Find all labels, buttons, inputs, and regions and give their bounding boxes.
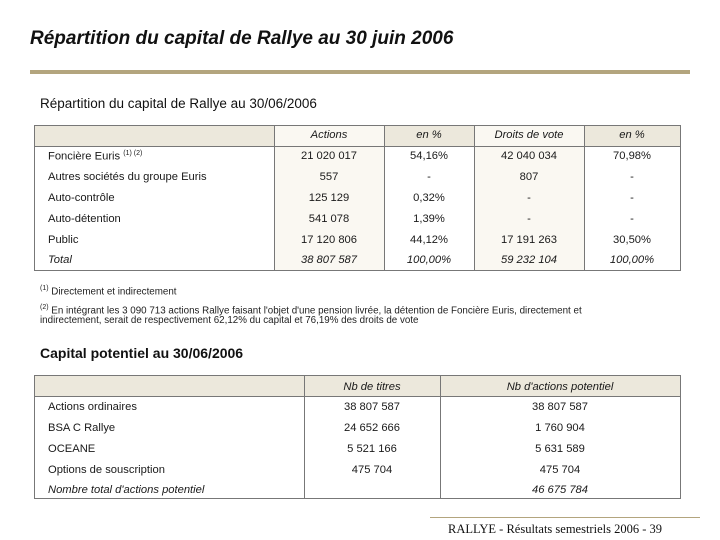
- table-row-label: Total: [48, 254, 72, 266]
- table-row-label: Public: [48, 234, 79, 246]
- table2-header-titres: Nb de titres: [343, 381, 401, 393]
- footnote-2-continued: indirectement, serait de respectivement 62,12% du capital et 76,19% des droits de vote: [40, 315, 419, 326]
- footer-divider: [430, 517, 700, 518]
- table-cell: 17 120 806: [301, 234, 357, 246]
- table1-header-actions: Actions: [310, 129, 348, 141]
- table-cell: 70,98%: [613, 150, 651, 162]
- table2-caption: Capital potentiel au 30/06/2006: [40, 345, 244, 361]
- table-cell: -: [630, 171, 634, 183]
- table-cell: 541 078: [308, 213, 350, 225]
- table-cell: 1 760 904: [535, 422, 585, 434]
- table-cell: 807: [519, 171, 539, 183]
- footnote-2: $^{(2)}$ En intégrant les 3 090 713 actions Rallye faisant l'objet d'une pension livrée, la détention de Foncière Euris, directement et: [40, 304, 582, 317]
- title-underline: [30, 70, 690, 74]
- table-row-label: OCEANE: [48, 443, 96, 455]
- table-row-label: Auto-contrôle: [48, 192, 115, 204]
- table2-header-divider: [34, 396, 680, 397]
- table-row-label: Foncière Euris $^{(1) (2)}$: [48, 150, 143, 163]
- table-row-label: Actions ordinaires: [48, 401, 137, 413]
- table-cell: 17 191 263: [501, 234, 557, 246]
- table-cell: 44,12%: [410, 234, 448, 246]
- table-row-label: Autres sociétés du groupe Euris: [48, 171, 207, 183]
- table-cell: 46 675 784: [532, 484, 588, 496]
- table-cell: 1,39%: [413, 213, 445, 225]
- table2-header-potentiel: Nb d'actions potentiel: [506, 381, 614, 393]
- table-cell: -: [427, 171, 431, 183]
- table-cell: 21 020 017: [301, 150, 357, 162]
- footnote-1: $^{(1)}$ Directement et indirectement: [40, 285, 177, 298]
- table-cell: 5 521 166: [347, 443, 397, 455]
- table1-header-votes: Droits de vote: [494, 129, 564, 141]
- table2-column-divider: [440, 375, 441, 498]
- table1-header-pct-votes: en %: [619, 129, 645, 141]
- table-cell: 38 807 587: [301, 254, 357, 266]
- table2-column-divider: [304, 375, 305, 498]
- table1-caption: Répartition du capital de Rallye au 30/06/2006: [40, 96, 317, 111]
- table-cell: 475 704: [351, 464, 393, 476]
- page-title: Répartition du capital de Rallye au 30 juin 2006: [30, 28, 454, 49]
- table-cell: 125 129: [308, 192, 350, 204]
- footnote-reference: (1) (2): [123, 150, 143, 157]
- table-row-label: Auto-détention: [48, 213, 121, 225]
- table-cell: -: [527, 192, 531, 204]
- page-footer: RALLYE - Résultats semestriels 2006 - 39: [448, 522, 662, 536]
- table-row-label: BSA C Rallye: [48, 422, 116, 434]
- table-cell: 24 652 666: [344, 422, 400, 434]
- table-cell: 475 704: [539, 464, 581, 476]
- table-cell: 100,00%: [406, 254, 452, 266]
- table-cell: -: [630, 192, 634, 204]
- table1-header-pct-actions: en %: [416, 129, 442, 141]
- table-cell: -: [527, 213, 531, 225]
- table-cell: -: [630, 213, 634, 225]
- table-cell: 100,00%: [609, 254, 655, 266]
- table2-border: [34, 375, 681, 499]
- table-row-label: Options de souscription: [48, 464, 165, 476]
- table-cell: 38 807 587: [532, 401, 588, 413]
- table-cell: 30,50%: [613, 234, 651, 246]
- table-cell: 54,16%: [410, 150, 448, 162]
- table-row-label: Nombre total d'actions potentiel: [48, 484, 205, 496]
- table-cell: 5 631 589: [535, 443, 585, 455]
- table-cell: 59 232 104: [501, 254, 557, 266]
- table-cell: 38 807 587: [344, 401, 400, 413]
- table-cell: 557: [319, 171, 339, 183]
- table-cell: 0,32%: [413, 192, 445, 204]
- table-cell: 42 040 034: [501, 150, 557, 162]
